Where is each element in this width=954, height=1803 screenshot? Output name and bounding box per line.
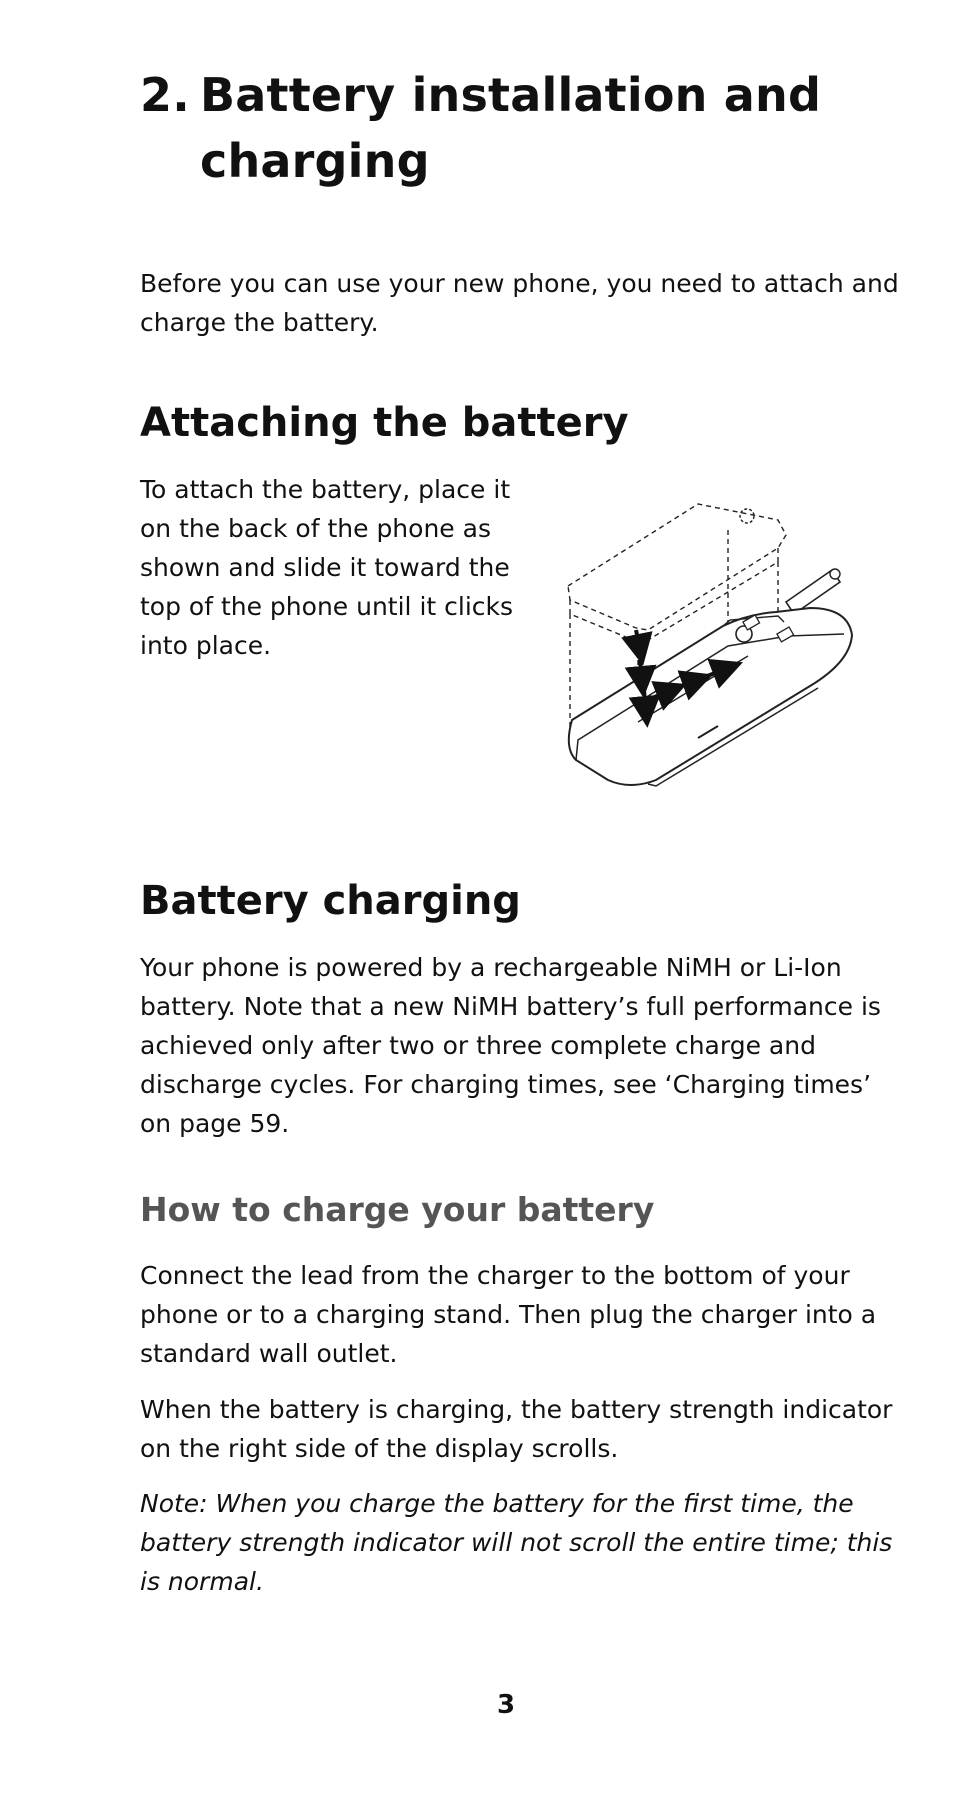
battery-illustration-svg (548, 490, 868, 790)
how-to-heading: How to charge your battery (140, 1190, 655, 1229)
connect-paragraph: Connect the lead from the charger to the bottom of your phone or to a charging stand. Then plug the charger into a standard wall outlet. (140, 1261, 877, 1368)
attaching-paragraph: To attach the battery, place it on the back of the phone as shown and slide it toward the top of the phone until it clicks into place. (140, 475, 514, 660)
intro-paragraph: Before you can use your new phone, you need to attach and charge the battery. (140, 269, 899, 337)
chapter-title-text: Battery installation and charging (200, 68, 822, 188)
indicator-paragraph: When the battery is charging, the battery strength indicator on the right side of the display scrolls. (140, 1395, 893, 1463)
chapter-number: 2. (140, 68, 190, 122)
phone-battery-attach-illustration (548, 490, 868, 790)
page-number: 3 (496, 1690, 516, 1720)
charging-heading: Battery charging (140, 878, 521, 924)
charging-paragraph: Your phone is powered by a rechargeable NiMH or Li-Ion battery. Note that a new NiMH battery’s full performance is achieved only after two or three complete charge and discharge cycles. For charging times, see ‘Charging times’ on page 59. (140, 953, 881, 1138)
attaching-heading: Attaching the battery (140, 400, 629, 446)
note-paragraph: Note: When you charge the battery for the first time, the battery strength indicator will not scroll the entire time; this is normal. (140, 1489, 893, 1596)
